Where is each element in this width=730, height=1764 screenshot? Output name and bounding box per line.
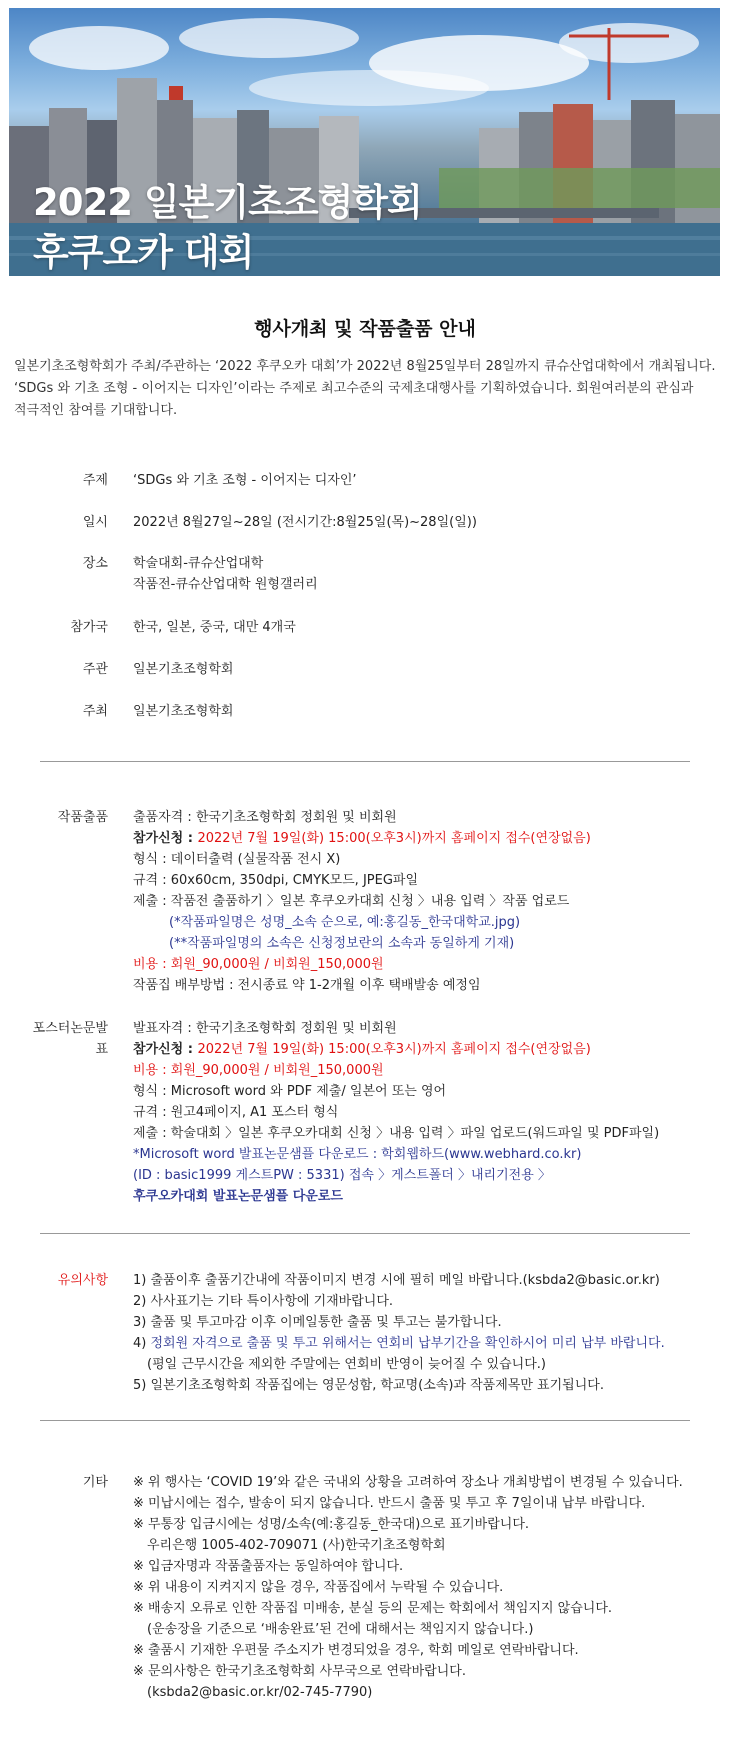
artwork-note: (*작품파일명은 성명_소속 순으로, 예:홍길동_한국대학교.jpg) [169,915,521,930]
caution-item: 1) 출품이후 출품기간내에 작품이미지 변경 시에 필히 메일 바랍니다.(ksbda2@basic.or.kr) [133,1273,660,1288]
etc-item: ※ 위 내용이 지켜지지 않을 경우, 작품집에서 누락될 수 있습니다. [133,1580,504,1595]
cautions-label: 유의사항 [57,1273,108,1288]
apply-deadline: 2022년 7월 19일(화) 15:00(오후3시)까지 홈페이지 접수(연장없음) [197,1042,591,1057]
poster-download-credentials: (ID : basic1999 게스트PW : 5331) 접속 〉게스트폴더 〉내리기전용 〉 [133,1168,551,1183]
theme-value: ‘SDGs 와 기초 조형 - 이어지는 디자인’ [133,473,357,488]
etc-contact: (ksbda2@basic.or.kr/02-745-7790) [147,1685,373,1700]
host-label: 주최 [82,704,108,719]
poster-fee: 비용 : 회원_90,000원 / 비회원_150,000원 [133,1063,384,1078]
artwork-format: 형식 : 데이터출력 (실물작품 전시 X) [133,852,341,867]
page-heading: 행사개최 및 작품출품 안내 [254,318,476,340]
etc-subnote: (운송장을 기준으로 ‘배송완료’된 건에 대해서는 책임지지 않습니다.) [147,1622,534,1637]
poster-download-link[interactable]: *Microsoft word 발표논문샘플 다운로드 : 학회웹하드(www.webhard.co.kr) [133,1147,582,1162]
place-value [133,553,723,595]
etc-item: ※ 입금자명과 작품출품자는 동일하여야 합니다. [133,1559,404,1574]
date-value: 2022년 8월27일~28일 (전시기간:8월25일(목)~28일(일)) [133,515,477,530]
artwork-fee: 비용 : 회원_90,000원 / 비회원_150,000원 [133,957,384,972]
caution-highlight: 정회원 자격으로 출품 및 투고 위해서는 연회비 납부기간을 확인하시어 미리 납부 바랍니다. [150,1336,665,1351]
apply-prefix: 참가신청 : [133,1042,198,1057]
artwork-qualification: 출품자격 : 한국기초조형학회 정회원 및 비회원 [133,810,397,825]
etc-bank-account: 우리은행 1005-402-709071 (사)한국기초조형학회 [147,1538,446,1553]
etc-item: ※ 배송지 오류로 인한 작품집 미배송, 분실 등의 문제는 학회에서 책임지지 않습니다. [133,1601,613,1616]
etc-label: 기타 [82,1475,108,1490]
artwork-apply [133,828,723,849]
poster-download-sample[interactable]: 후쿠오카대회 발표논문샘플 다운로드 [133,1189,343,1204]
caution-item [133,1333,723,1354]
intro-line: 일본기초조형학회가 주최/주관하는 ‘2022 후쿠오카 대회’가 2022년 8월25일부터 28일까지 큐슈산업대학에서 개최됩니다. [14,359,716,374]
banner-title-line2: 후쿠오카 대회 [33,231,254,274]
cautions-list [133,1270,723,1396]
apply-deadline: 2022년 7월 19일(화) 15:00(오후3시)까지 홈페이지 접수(연장없음) [197,831,591,846]
caution-subnote: (평일 근무시간을 제외한 주말에는 연회비 반영이 늦어질 수 있습니다.) [147,1357,546,1372]
etc-item: ※ 미납시에는 접수, 발송이 되지 않습니다. 반드시 출품 및 투고 후 7일이내 납부 바랍니다. [133,1496,646,1511]
artwork-delivery: 작품집 배부방법 : 전시종료 약 1-2개월 이후 택배발송 예정임 [133,978,481,993]
place-line: 학술대회-큐슈산업대학 [133,556,264,571]
organizer-value: 일본기초조형학회 [133,662,234,677]
intro-line: 적극적인 참여를 기대합니다. [14,403,178,418]
caution-item: 3) 출품 및 투고마감 이후 이메일통한 출품 및 투고는 불가합니다. [133,1315,502,1330]
poster-format: 형식 : Microsoft word 와 PDF 제출/ 일본어 또는 영어 [133,1084,447,1099]
organizer-label: 주관 [82,662,108,677]
countries-value: 한국, 일본, 중국, 대만 4개국 [133,620,296,635]
hero-banner [9,8,720,276]
divider [40,1233,690,1234]
place-label: 장소 [82,556,108,571]
host-value: 일본기초조형학회 [133,704,234,719]
poster-apply [133,1039,723,1060]
etc-item: ※ 출품시 기재한 우편물 주소지가 변경되었을 경우, 학회 메일로 연락바랍니다. [133,1643,579,1658]
artwork-note: (**작품파일명의 소속은 신청정보란의 소속과 동일하게 기재) [169,936,515,951]
poster-submit: 제출 : 학술대회 〉일본 후쿠오카대회 신청 〉내용 입력 〉파일 업로드(워드파일 및 PDF파일) [133,1126,660,1141]
caution-item: 5) 일본기초조형학회 작품집에는 영문성함, 학교명(소속)과 작품제목만 표기됩니다. [133,1378,604,1393]
countries-label: 참가국 [70,620,108,635]
caution-number: 4) [133,1336,151,1351]
divider [40,1420,690,1421]
intro-line: ‘SDGs 와 기초 조형 - 이어지는 디자인’이라는 주제로 최고수준의 국제초대행사를 기획하였습니다. 회원여러분의 관심과 [14,381,694,396]
poster-qualification: 발표자격 : 한국기초조형학회 정회원 및 비회원 [133,1021,397,1036]
poster-details [133,1018,723,1207]
date-label: 일시 [82,515,108,530]
artwork-label: 작품출품 [57,810,108,825]
intro-paragraph [14,356,724,422]
place-line: 작품전-큐슈산업대학 원형갤러리 [133,577,318,592]
artwork-details [133,807,723,996]
etc-item: ※ 문의사항은 한국기초조형학회 사무국으로 연락바랍니다. [133,1664,466,1679]
banner-title-line1: 2022 일본기초조형학회 [33,181,422,224]
theme-label: 주제 [82,473,108,488]
apply-prefix: 참가신청 : [133,831,198,846]
poster-label: 포스터논문발표 [32,1021,108,1057]
artwork-submit: 제출 : 작품전 출품하기 〉일본 후쿠오카대회 신청 〉내용 입력 〉작품 업로드 [133,894,570,909]
etc-item: ※ 무통장 입금시에는 성명/소속(예:홍길동_한국대)으로 표기바랍니다. [133,1517,530,1532]
banner-title [33,178,422,276]
etc-item: ※ 위 행사는 ‘COVID 19’와 같은 국내외 상황을 고려하여 장소나 개최방법이 변경될 수 있습니다. [133,1475,683,1490]
etc-list [133,1472,723,1703]
caution-item: 2) 사사표기는 기타 특이사항에 기재바랍니다. [133,1294,394,1309]
divider [40,761,690,762]
poster-spec: 규격 : 원고4페이지, A1 포스터 형식 [133,1105,339,1120]
artwork-spec: 규격 : 60x60cm, 350dpi, CMYK모드, JPEG파일 [133,873,419,888]
